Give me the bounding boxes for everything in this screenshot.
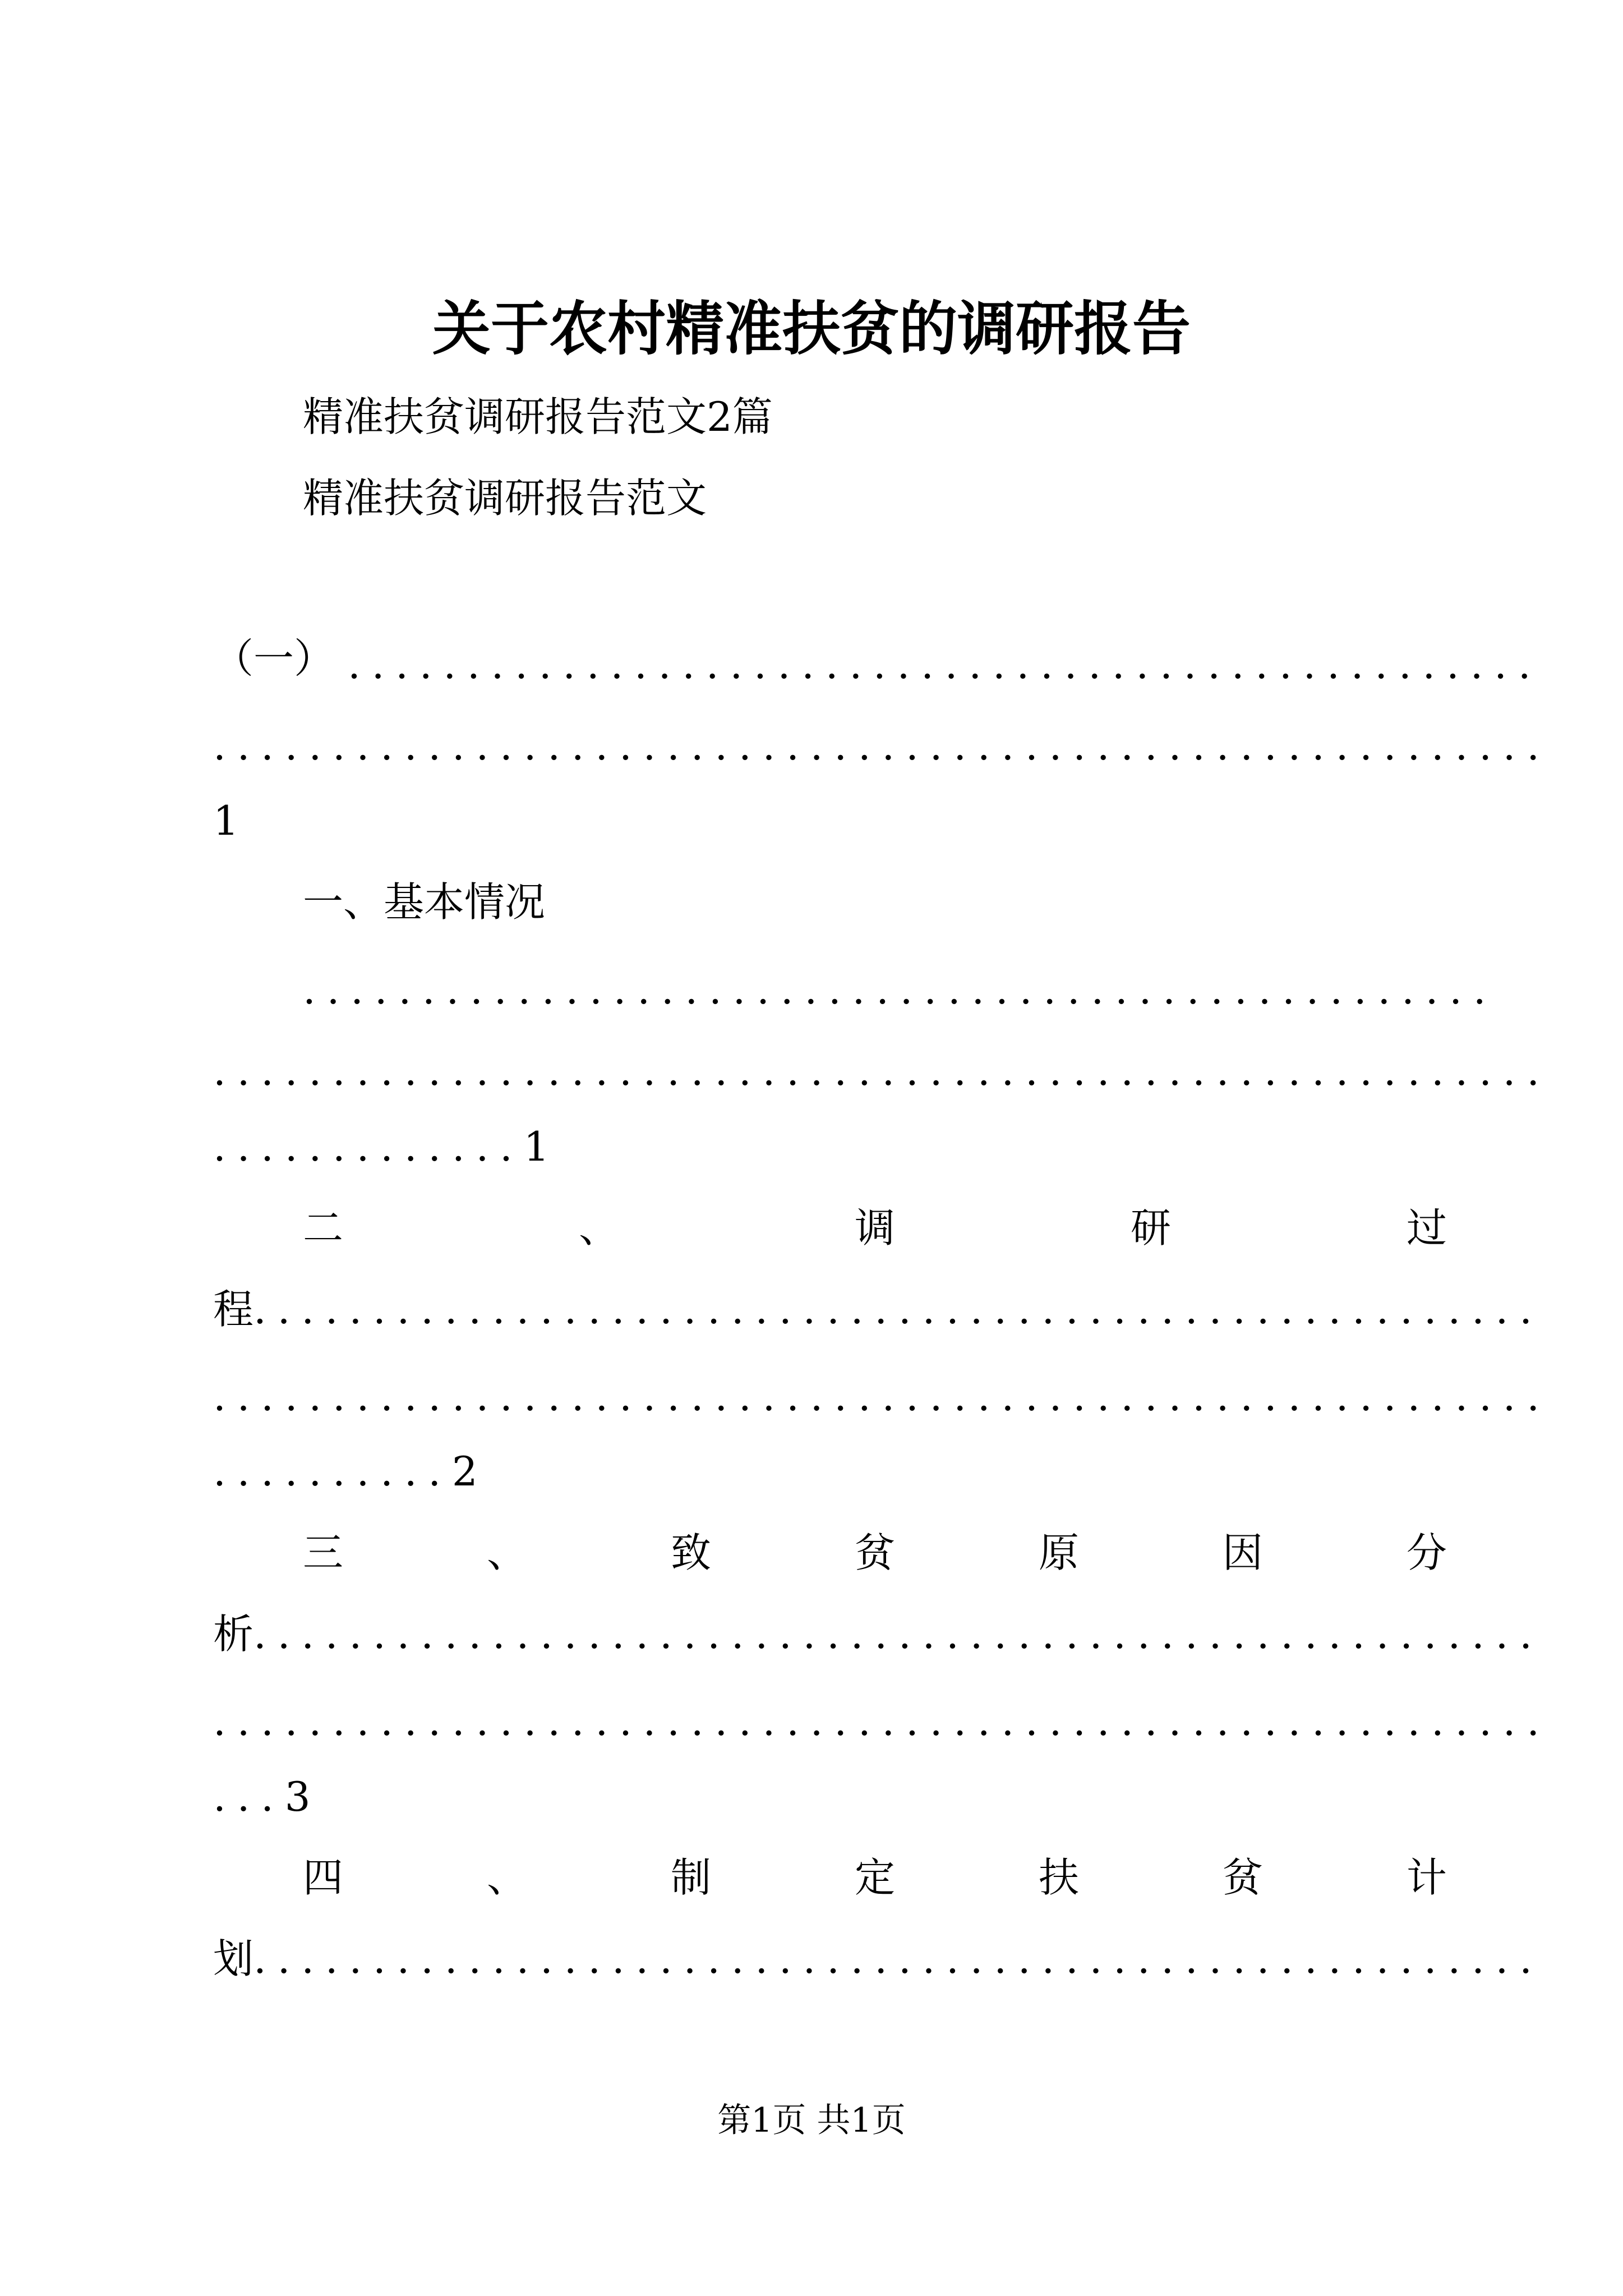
toc-item-heading-end bbox=[213, 1931, 1543, 1987]
toc-leader-page: ..........2 bbox=[213, 1448, 489, 1495]
heading-char: 原 bbox=[1038, 1529, 1079, 1576]
heading-char: 定 bbox=[854, 1854, 895, 1901]
heading-char: 调 bbox=[854, 1204, 895, 1251]
toc-page-number: 1 bbox=[213, 797, 239, 844]
toc-item-heading-end bbox=[213, 1281, 1543, 1337]
heading-char: 因 bbox=[1222, 1529, 1263, 1576]
heading-char: 过 bbox=[1406, 1204, 1447, 1251]
heading-char: 研 bbox=[1130, 1204, 1171, 1251]
page-footer: 第1页 共1页 bbox=[717, 2101, 906, 2140]
heading-char: 、 bbox=[486, 1529, 527, 1576]
toc-leader-page: .............1 bbox=[213, 1123, 561, 1170]
heading-char: 析 bbox=[213, 1611, 254, 1658]
subtitle-1: 精准扶贫调研报告范文2篇 bbox=[303, 393, 773, 440]
document-title: 关于农村精准扶贫的调研报告 bbox=[432, 294, 1191, 363]
heading-char: 、 bbox=[578, 1204, 619, 1251]
toc-dot-leader: .................................................. bbox=[348, 641, 1542, 688]
heading-char: 二 bbox=[303, 1204, 344, 1251]
heading-char: 、 bbox=[486, 1854, 527, 1901]
toc-dot-leader: ...................................................... bbox=[253, 1611, 1543, 1658]
heading-char: 扶 bbox=[1038, 1854, 1079, 1901]
heading-char: 四 bbox=[303, 1854, 344, 1901]
heading-char: 制 bbox=[670, 1854, 711, 1901]
heading-char: 计 bbox=[1406, 1854, 1447, 1901]
toc-item-heading bbox=[303, 1849, 1447, 1906]
toc-dot-leader: ........................................................ bbox=[213, 722, 1551, 769]
toc-leader-page: ...3 bbox=[213, 1773, 322, 1820]
subtitle-2: 精准扶贫调研报告范文 bbox=[303, 475, 707, 522]
toc-dot-leader: ........................................................ bbox=[213, 1373, 1551, 1420]
toc-dot-leader: ...................................................... bbox=[253, 1286, 1543, 1333]
heading-char: 程 bbox=[213, 1286, 254, 1333]
heading-char: 划 bbox=[213, 1935, 254, 1982]
toc-dot-leader: ........................................................ bbox=[213, 1047, 1551, 1094]
toc-part-label: （一） bbox=[213, 635, 335, 682]
heading-char: 贫 bbox=[854, 1529, 895, 1576]
toc-item-heading: 一、基本情况 bbox=[303, 878, 546, 926]
toc-item-heading-end bbox=[213, 1606, 1543, 1662]
heading-char: 三 bbox=[303, 1529, 344, 1576]
toc-dot-leader: ........................................................ bbox=[213, 1697, 1551, 1745]
heading-char: 分 bbox=[1406, 1529, 1447, 1576]
heading-char: 致 bbox=[670, 1529, 711, 1576]
toc-dot-leader: ...................................................... bbox=[253, 1935, 1543, 1982]
heading-char: 贫 bbox=[1222, 1854, 1263, 1901]
toc-dot-leader: .................................................. bbox=[303, 966, 1497, 1013]
toc-item-heading bbox=[303, 1200, 1447, 1256]
toc-item-heading bbox=[303, 1525, 1447, 1581]
